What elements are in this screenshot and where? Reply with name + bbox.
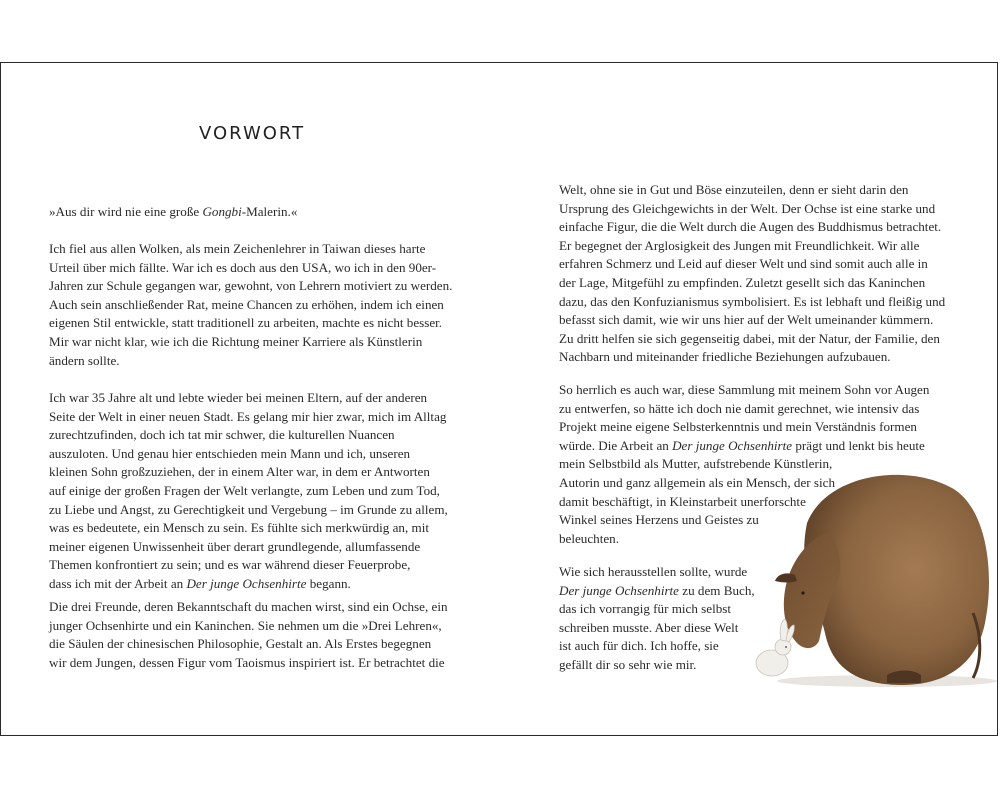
text-line: was es bedeutete, ein Mensch zu sein. Es fühlte sich merkwürdig an, mit xyxy=(49,520,429,536)
text-line: ändern sollte. xyxy=(49,352,120,368)
text-line: Ursprung des Gleichgewichts in der Welt. Der Ochse ist eine starke und xyxy=(559,200,936,216)
text-line: Auch sein anschließender Rat, meine Chancen zu erhöhen, indem ich einen xyxy=(49,296,444,312)
ox-ear xyxy=(775,573,797,582)
text-line: dazu, das den Konfuzianismus symbolisiert. Es ist lebhaft und fleißig und xyxy=(559,293,946,309)
opening-quote: »Aus dir wird nie eine große Gongbi-Malerin.« xyxy=(49,204,298,219)
text-line: meiner eigenen Unwissenheit über derart grundlegende, allumfassende xyxy=(49,538,421,554)
text-line: Die drei Freunde, deren Bekanntschaft du machen wirst, sind ein Ochse, ein xyxy=(49,599,448,614)
text-line: einfache Figur, die die Welt durch die Augen des Buddhismus betrachtet. xyxy=(559,219,942,235)
text-line: Jahren zur Schule gegangen war, gewohnt, von Lehrern motiviert zu werden. xyxy=(49,278,453,294)
text-line: dass ich mit der Arbeit an Der junge Ochsenhirte begann. xyxy=(49,575,351,591)
text-line: wir dem Jungen, dessen Figur vom Taoismus inspiriert ist. Er betrachtet die xyxy=(49,654,445,670)
text-line: das ich vorrangig für mich selbst xyxy=(559,601,731,617)
text-line: Winkel seines Herzens und Geistes zu xyxy=(559,512,759,528)
text-line: schreiben musste. Aber diese Welt xyxy=(559,619,739,635)
text-line: Er begegnet der Arglosigkeit des Jungen mit Freundlichkeit. Wir alle xyxy=(559,237,920,253)
text-line: erfahren Schmerz und Leid auf dieser Welt und sind somit auch alle in xyxy=(559,256,928,272)
right-page xyxy=(501,63,999,735)
text-line: Themen konfrontiert zu sein; und es war während dieser Feuerprobe, xyxy=(49,557,411,573)
text-line: Der junge Ochsenhirte zu dem Buch, xyxy=(559,582,755,598)
text-line: der Lage, Mitgefühl zu empfinden. Zuletzt gesellt sich das Kaninchen xyxy=(559,274,926,290)
paragraph-3 xyxy=(49,598,448,672)
text-line: Urteil über mich fällte. War ich es doch aus den USA, wo ich in den 90er- xyxy=(49,259,437,275)
text-line: zu Liebe und Angst, zu Gerechtigkeit und Vergebung – im Grunde zu allem, xyxy=(49,501,448,517)
paragraph-1 xyxy=(49,240,452,370)
text-line: beleuchten. xyxy=(559,530,619,546)
text-line: Nachbarn und miteinander friedliche Beziehungen aufzubauen. xyxy=(559,349,891,365)
paragraph-continued xyxy=(559,181,945,367)
chapter-heading: VORWORT xyxy=(199,123,306,144)
text-line: Wie sich herausstellen sollte, wurde xyxy=(559,564,748,579)
text-line: junger Ochsenhirte und ein Kaninchen. Sie nehmen um die »Drei Lehren«, xyxy=(49,617,442,633)
text-line: kleinen Sohn großzuziehen, der in einem Alter war, in dem er Antworten xyxy=(49,464,430,480)
text-line: zurechtzufinden, doch ich tat mir schwer, die kulturellen Nuancen xyxy=(49,427,395,443)
text-line: auszuloten. Und genau hier entschieden mein Mann und ich, unseren xyxy=(49,445,411,461)
text-line: damit beschäftigt, in Kleinstarbeit unerforschte xyxy=(559,493,806,509)
text-line: Ich fiel aus allen Wolken, als mein Zeichenlehrer in Taiwan dieses harte xyxy=(49,241,426,256)
rabbit-eye xyxy=(785,646,787,648)
text-line: Welt, ohne sie in Gut und Böse einzuteilen, denn er sieht darin den xyxy=(559,182,909,197)
text-line: gefällt dir so sehr wie mir. xyxy=(559,656,697,672)
paragraph-5 xyxy=(559,563,755,675)
text-line: zu entwerfen, so hätte ich doch nie damit gerechnet, wie intensiv das xyxy=(559,400,920,416)
text-line: auf einige der großen Fragen der Welt verlangte, zum Leben und zum Tod, xyxy=(49,482,440,498)
text-line: So herrlich es auch war, diese Sammlung mit meinem Sohn vor Augen xyxy=(559,382,930,397)
text-line: mein Selbstbild als Mutter, aufstrebende Künstlerin, xyxy=(559,456,833,472)
text-line: Autorin und ganz allgemein als ein Mensch, der sich xyxy=(559,474,835,490)
text-line: eigenen Stil entwickle, statt traditionell zu arbeiten, machte es nicht besser. xyxy=(49,315,443,331)
left-page xyxy=(1,63,501,735)
text-line: befasst sich damit, wie wir uns hier auf der Welt umeinander kümmern. xyxy=(559,312,934,328)
text-line: Ich war 35 Jahre alt und lebte wieder bei meinen Eltern, auf der anderen xyxy=(49,390,428,405)
paragraph-2 xyxy=(49,389,448,594)
text-line: Zu dritt helfen sie sich gegenseitig dabei, mit der Natur, der Familie, den xyxy=(559,330,940,346)
ox-and-rabbit-illustration xyxy=(737,463,997,693)
text-line: Seite der Welt in einer neuen Stadt. Es gelang mir hier zwar, mich im Alltag xyxy=(49,408,447,424)
text-line: würde. Die Arbeit an Der junge Ochsenhirte prägt und lenkt bis heute xyxy=(559,437,925,453)
text-line: ist auch für dich. Ich hoffe, sie xyxy=(559,638,719,654)
text-line: Mir war nicht klar, wie ich die Richtung meiner Karriere als Künstlerin xyxy=(49,333,423,349)
book-spread xyxy=(0,62,998,736)
text-line: Projekt meine eigene Selbsterkenntnis und mein Verständnis formen xyxy=(559,419,917,435)
text-line: die Säulen der chinesischen Philosophie, Gestalt an. Als Erstes begegnen xyxy=(49,636,432,652)
ox-eye xyxy=(801,591,804,594)
